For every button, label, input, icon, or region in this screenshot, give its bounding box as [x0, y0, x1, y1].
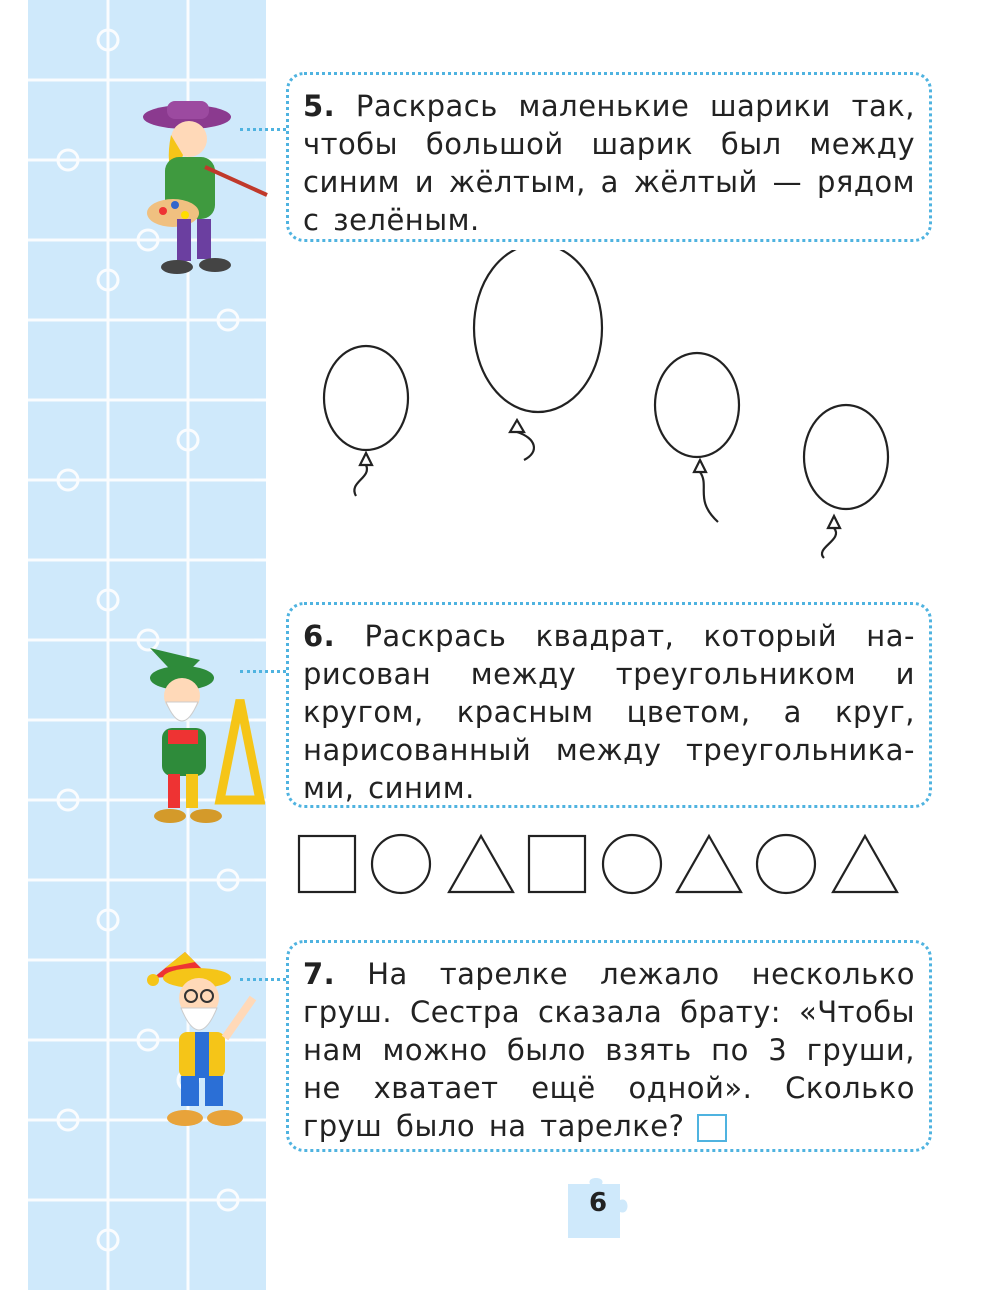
connector-dots-1: [240, 128, 286, 131]
task-6-box: [286, 602, 932, 808]
task-7-instruction: На тарелке лежало несколько груш. Сестра сказала брату: «Чтобы нам можно было взять по 3 груши, не хватает ещё одной». Сколько груш было на тарелке?: [303, 957, 916, 1143]
shape-square-2[interactable]: [529, 836, 585, 892]
answer-box[interactable]: [697, 1114, 727, 1142]
painter-character-illustration: [135, 95, 275, 284]
page-number: 6: [588, 1188, 608, 1218]
shape-square-1[interactable]: [299, 836, 355, 892]
balloon-small-2[interactable]: [655, 353, 739, 522]
shape-triangle-3[interactable]: [833, 836, 897, 892]
connector-dots-3: [240, 978, 286, 981]
task-7-number: 7.: [303, 957, 336, 991]
shape-circle-2[interactable]: [603, 835, 661, 893]
shape-circle-3[interactable]: [757, 835, 815, 893]
shape-triangle-2[interactable]: [677, 836, 741, 892]
shapes-row: [295, 832, 905, 902]
shape-triangle-1[interactable]: [449, 836, 513, 892]
task-6-instruction: Раскрась квадрат, который на-рисован между треугольником и кругом, красным цветом, а круг, нарисованный между треугольника-ми, синим.: [303, 619, 916, 805]
task-5-number: 5.: [303, 89, 336, 123]
balloons-illustration: [300, 250, 920, 574]
task-5-instruction: Раскрась маленькие шарики так, чтобы большой шарик был между синим и жёлтым, а жёлтый — рядом с зелёным.: [303, 89, 915, 237]
shape-circle-1[interactable]: [372, 835, 430, 893]
task-5-text: [303, 87, 915, 239]
balloon-large: [474, 250, 602, 460]
task-7-text: [303, 955, 915, 1145]
balloon-small-1[interactable]: [324, 346, 408, 496]
connector-dots-2: [240, 670, 286, 673]
balloon-small-3[interactable]: [804, 405, 888, 558]
task-7-box: [286, 940, 932, 1152]
task-6-text: [303, 617, 915, 807]
task-6-number: 6.: [303, 619, 336, 653]
task-5-box: [286, 72, 932, 242]
